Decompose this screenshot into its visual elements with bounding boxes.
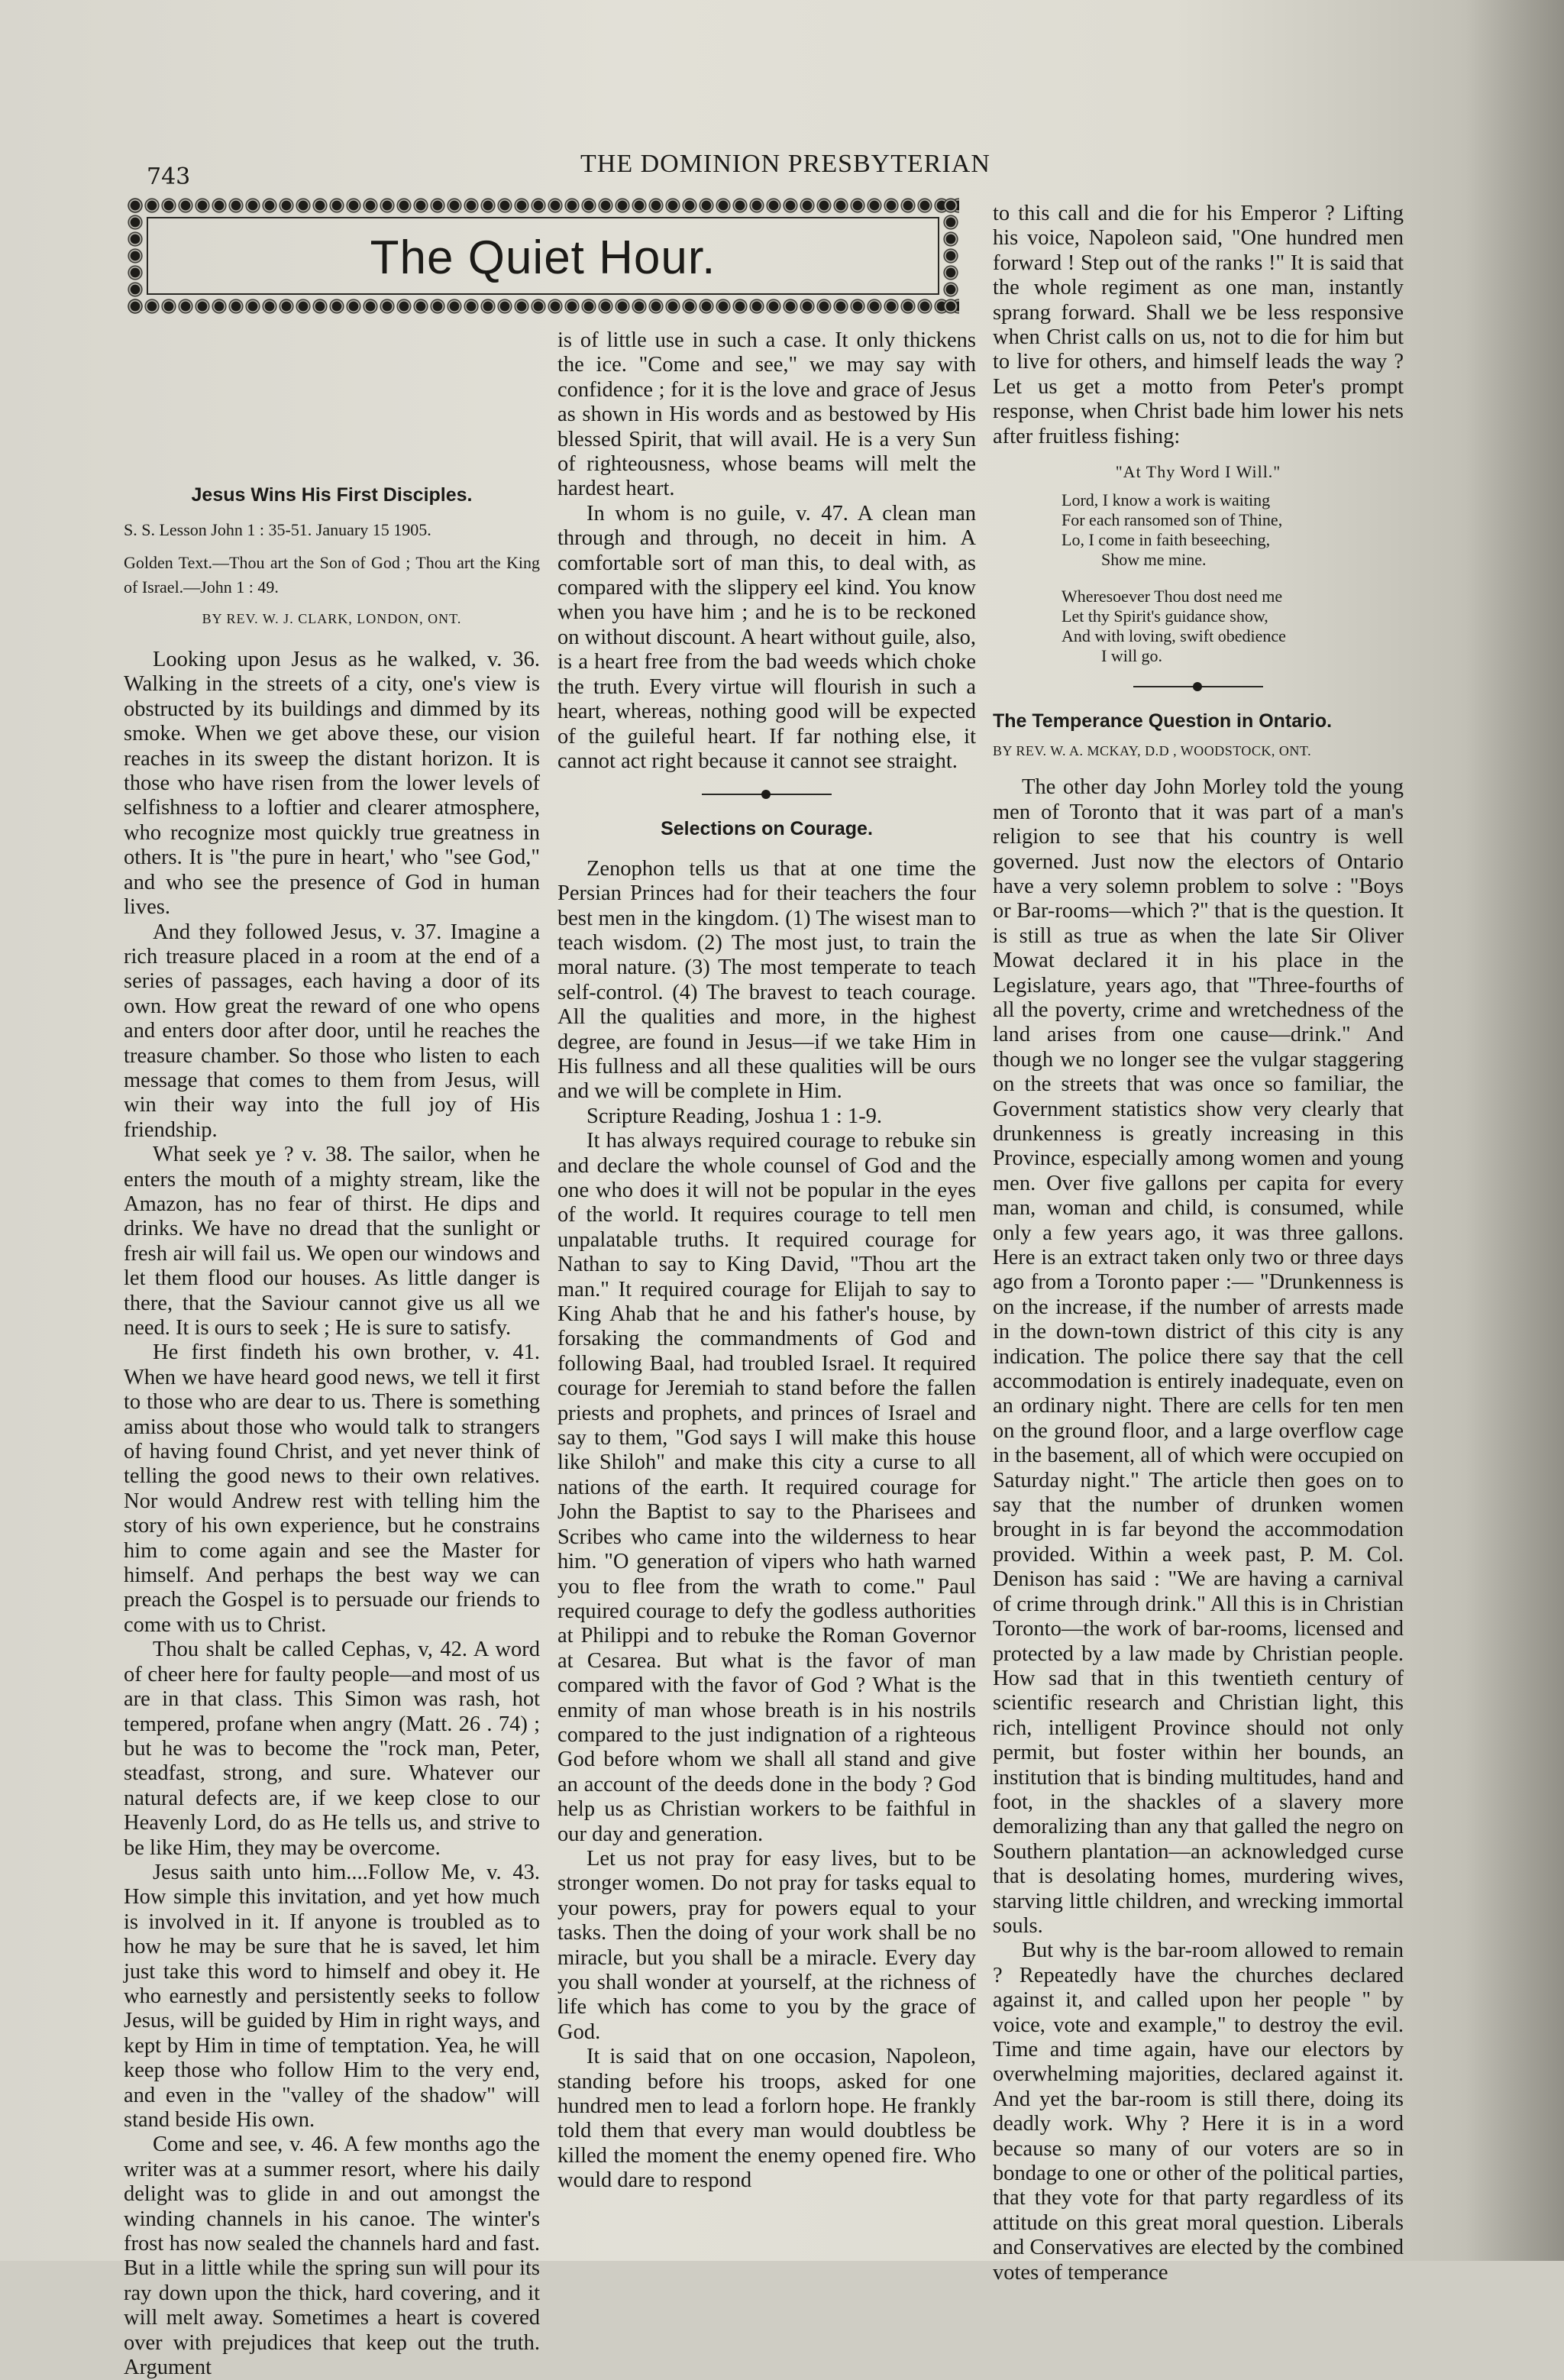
section-divider bbox=[702, 789, 832, 800]
paragraph: Let us not pray for easy lives, but to be stronger women. Do not pray for tasks equal to your powers, pray for powers equal to your tasks. Then the doing of your work shall be no miracle, but you shall be a miracle. Every day you shall wonder at yourself, at the richness of life which has come to you by the grace of God. bbox=[557, 1846, 976, 2044]
section-banner bbox=[127, 197, 959, 315]
article-heading: The Temperance Question in Ontario. bbox=[993, 710, 1333, 732]
paragraph: Come and see, v. 46. A few months ago the writer was at a summer resort, where his daily delight was to glide in and out amongst the winding channels in his canoe. The winter's frost has now sealed the channels hard and fast. But in a little while the spring sun will pour its ray down upon the thick, hard covering, and it will melt away. Sometimes a heart is covered over with prejudices that keep out the truth. Argument bbox=[124, 2133, 540, 2380]
stanza-gap bbox=[1062, 570, 1404, 587]
banner-border-top bbox=[127, 197, 959, 214]
running-head: THE DOMINION PRESBYTERIAN bbox=[580, 150, 990, 178]
paragraph: Looking upon Jesus as he walked, v. 36. Walking in the streets of a city, one's view is obstructed by its buildings and dimmed by its smoke. When we get above these, our vision reaches in its sweep the distant horizon. It is those who have risen from the lower levels of selfishness to a loftier and clearer atmosphere, who recognize most quickly true greatness in others. It is "the pure in heart,' who "see God," and who see the presence of God in human lives. bbox=[124, 648, 540, 920]
column-3 bbox=[993, 202, 1404, 2285]
section-divider bbox=[1133, 681, 1263, 692]
paragraph: In whom is no guile, v. 47. A clean man through and through, no deceit in him. A comfortable sort of man this, to deal with, as compared with the slippery eel kind. You know when you have him ; and he is to be reckoned on without discount. A heart without guile, also, is a heart free from the bad weeds which choke the truth. Every virtue will flourish in such a heart, whereas, nothing good will be expected of the guileful heart. If far nothing else, it cannot act right because it cannot see straight. bbox=[557, 501, 976, 773]
paragraph: Scripture Reading, Joshua 1 : 1-9. bbox=[586, 1104, 883, 1128]
paragraph: Thou shalt be called Cephas, v, 42. A word of cheer here for faulty people—and most of us are in that class. This Simon was rash, hot tempered, profane when angry (Matt. 26 . 74) ; but he was to become the "rock man, Peter, steadfast, strong, and sure. Whatever our natural defects are, if we keep close to our Heavenly Lord, do as He tells us, and strive to be like Him, they may be overcome. bbox=[124, 1638, 540, 1860]
article-heading: Selections on Courage. bbox=[661, 818, 873, 840]
poem-line: And with loving, swift obedience bbox=[1062, 626, 1286, 646]
poem bbox=[1062, 490, 1404, 666]
paragraph: is of little use in such a case. It only thickens the ice. "Come and see," we may say with confidence ; for it is the love and grace of Jesus as shown in His words and as bestowed by His blessed Spirit, that will avail. He is a very Sun of righteousness, whose beams will melt the hardest heart. bbox=[557, 328, 976, 501]
article-byline: BY REV. W. A. MCKAY, D.D , WOODSTOCK, ONT. bbox=[993, 742, 1312, 758]
poem-line: Show me mine. bbox=[1101, 550, 1207, 570]
poem-line: Lord, I know a work is waiting bbox=[1062, 490, 1271, 510]
paragraph: The other day John Morley told the young men of Toronto that it was part of a man's religion to see that his country is well governed. Just now the electors of Ontario have a very solemn problem to solve : "Boys or Bar-rooms—which ?" that is the question. It is still as true as when the late Sir Oliver Mowat declared it in his place in the Legislature, years ago, that "Three-fourths of all the poverty, crime and wretchedness of the land arises from one cause—drink." And though we no longer see the vulgar staggering on the streets that was once so familiar, the Government statistics show very clearly that drunkenness is greatly increasing in this Province, especially among women and young men. Over five gallons per capita for every man, woman and child, is consumed, while only a few years ago, it was three gallons. Here is an extract taken only two or three days ago from a Toronto paper :— "Drunkenness is on the increase, if the number of arrests made in the down-town district of this city is any indication. The police there say that the cell accommodation is entirely inadequate, even on an ordinary night. There are cells for ten men on the ground floor, and a large overflow cage in the basement, all of which were occupied on Saturday night." The article then goes on to say that the number of drunken women brought in is far beyond the accommodation provided. Within a week past, P. M. Col. Denison has said : "We are having a carnival of crime through drink." All this is in Christian Toronto—the work of bar-rooms, licensed and protected by a law made by Christian people. How sad that in this twentieth century of scientific research and Christian light, this rich, intelligent Province should not only permit, but foster within her bounds, an institution that is binding multitudes, hand and foot, in the shackles of a slavery more demoralizing than any that galled the negro on Southern plantation—an acknowledged curse that is desolating homes, murdering wives, starving little children, and wrecking immortal souls. bbox=[993, 775, 1404, 1938]
paragraph: But why is the bar-room allowed to remain ? Repeatedly have the churches declared against it, and called upon her people " by voice, vote and example," to destroy the evil. Time and time again, have our electors by overwhelming majorities, declared against it. And yet the bar-room is still there, doing its deadly work. Why ? Here it is in a word because so many of our voters are so in bondage to one or other of the political parties, that they vote for that party regardless of its attitude on this great moral question. Liberals and Conservatives are elected by the combined votes of temperance bbox=[993, 1939, 1404, 2285]
paragraph: And they followed Jesus, v. 37. Imagine a rich treasure placed in a room at the end of a series of passages, each having a door of its own. How great the reward of one who opens and enters door after door, until he reaches the treasure chamber. So those who listen to each message that comes to them from Jesus, will win their way into the full joy of His friendship. bbox=[124, 920, 540, 1142]
poem-line: For each ransomed son of Thine, bbox=[1062, 510, 1283, 530]
poem-title: "At Thy Word I Will." bbox=[1115, 462, 1281, 482]
article-heading: Jesus Wins His First Disciples. bbox=[191, 484, 473, 506]
page-edge-shadow bbox=[1465, 0, 1564, 2261]
paragraph: It is said that on one occasion, Napoleon, standing before his troops, asked for one hundred men to lead a forlorn hope. He frankly told them that every man would doubtless be killed the moment the enemy opened fire. Who would dare to respond bbox=[557, 2045, 976, 2193]
paragraph: It has always required courage to rebuke sin and declare the whole counsel of God and the one who does it will not be popular in the eyes of the world. It requires courage to tell men unpalatable truths. It required courage for Nathan to say to King David, "Thou art the man." It required courage for Elijah to say to King Ahab that he and his father's house, by forsaking the commandments of God and following Baal, had troubled Israel. It required courage for Jeremiah to stand before the fallen priests and prophets, and princes of Israel and say to them, "God says I will make this house like Shiloh" and make this city a curse to all nations of the earth. It required courage for John the Baptist to say to the Pharisees and Scribes who came into the wilderness to hear him. "O generation of vipers who hath warned you to flee from the wrath to come." Paul required courage to defy the godless authorities at Philippi and to rebuke the Roman Governor at Cesarea. But what is the favor of man compared with the favor of God ? What is the enmity of man whose breath is in his nostrils compared to the just indignation of a righteous God before whom we shall all stand and give an account of the deeds done in the body ? God help us as Christian workers to be faithful in our day and generation. bbox=[557, 1129, 976, 1846]
page-number: 743 bbox=[147, 163, 191, 190]
paragraph: What seek ye ? v. 38. The sailor, when he enters the mouth of a mighty stream, like the Amazon, has no fear of thirst. He dips and drinks. We have no dread that the sunlight or fresh air will fail us. We open our windows and let them flood our houses. As little danger is there, that the Saviour cannot give us all we need. It is ours to seek ; He is sure to satisfy. bbox=[124, 1143, 540, 1340]
column-2 bbox=[557, 328, 976, 2194]
paragraph: He first findeth his own brother, v. 41. When we have heard good news, we tell it first to those who are dear to us. There is something amiss about those who would talk to strangers of having found Christ, and yet never think of telling the good news to their own relatives. Nor would Andrew rest with telling him the story of his own experience, but he constrains him to come again and see the Master for himself. And perhaps the best way we can preach the Gospel is to persuade our friends to come with us to Christ. bbox=[124, 1340, 540, 1637]
poem-line: Wheresoever Thou dost need me bbox=[1062, 587, 1283, 606]
column-1 bbox=[124, 483, 540, 2380]
golden-text: Golden Text.—Thou art the Son of God ; Thou art the King of Israel.—John 1 : 49. bbox=[124, 552, 540, 597]
section-title: The Quiet Hour. bbox=[370, 231, 716, 284]
article-byline: BY REV. W. J. CLARK, LONDON, ONT. bbox=[202, 610, 462, 626]
lesson-reference: S. S. Lesson John 1 : 35-51. January 15 1905. bbox=[124, 520, 431, 540]
paragraph: to this call and die for his Emperor ? Lifting his voice, Napoleon said, "One hundred men forward ! Step out of the ranks !" It is said that the whole regiment as one man, instantly sprang forward. Shall we be less responsive when Christ calls on us, not to die for him but to live for others, and himself leads the way ? Let us get a motto from Peter's prompt response, when Christ bade him lower his nets after fruitless fishing: bbox=[993, 202, 1404, 448]
poem-line: I will go. bbox=[1101, 646, 1163, 666]
paragraph: Zenophon tells us that at one time the Persian Princes had for their teachers the four best men in the kingdom. (1) The wisest man to teach wisdom. (2) The most just, to train the moral nature. (3) The most temperate to teach self-control. (4) The bravest to teach courage. All the qualities and more, in the highest degree, are found in Jesus—if we take Him in His fullness and all these qualities will be ours and we will be complete in Him. bbox=[557, 856, 976, 1104]
poem-line: Lo, I come in faith beseeching, bbox=[1062, 530, 1271, 550]
paragraph: Jesus saith unto him....Follow Me, v. 43. How simple this invitation, and yet how much is involved in it. If anyone is troubled as to how he may be sure that he is saved, let him just take this word to himself and obey it. He who earnestly and persistently seeks to follow Jesus, will be guided by Him in right ways, and kept by Him in time of temptation. Yea, he will keep those who follow Him to the very end, and even in the "valley of the shadow" will stand beside His own. bbox=[124, 1860, 540, 2132]
banner-border-bottom bbox=[127, 298, 959, 315]
poem-line: Let thy Spirit's guidance show, bbox=[1062, 606, 1268, 626]
